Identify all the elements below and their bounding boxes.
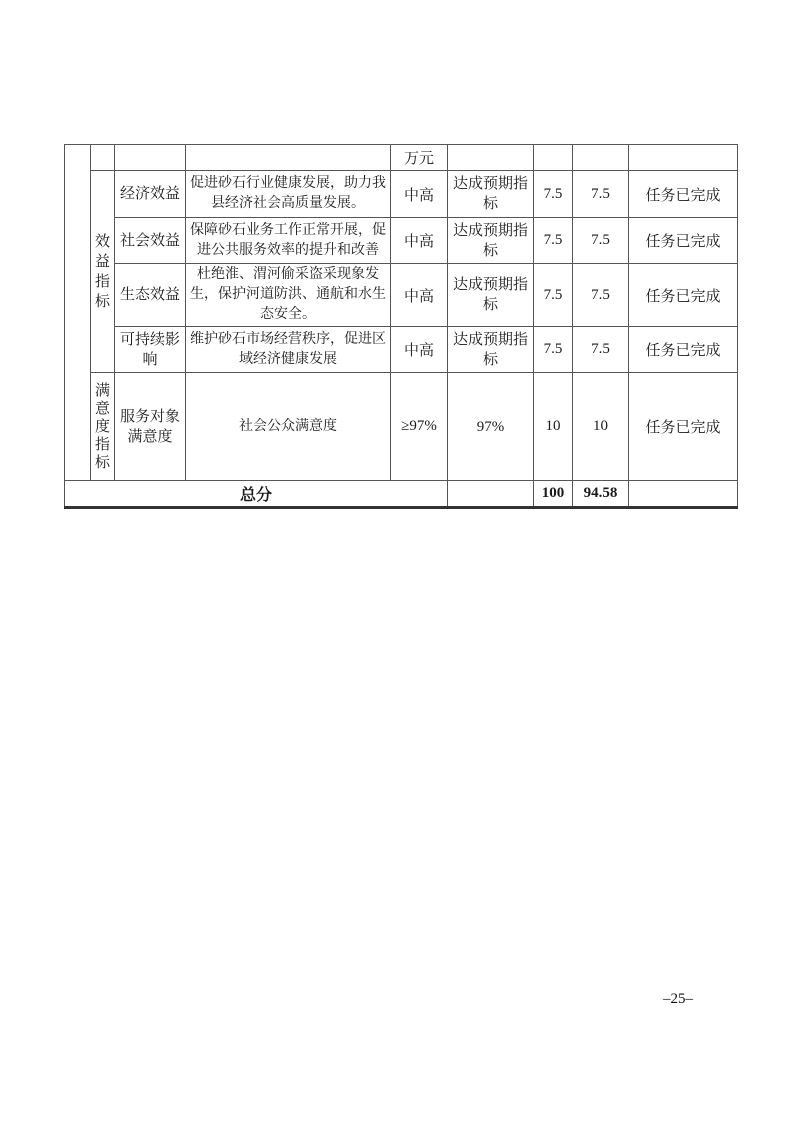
cell-indicator-description: 促进砂石行业健康发展，助力我县经济社会高质量发展。 [186,171,391,218]
cell-left-spanner [65,145,91,481]
cell-empty [91,145,115,171]
cell-indicator-name: 服务对象满意度 [115,373,186,481]
cell-total-score: 94.58 [573,481,629,508]
cell-empty [629,145,738,171]
cell-score: 7.5 [573,218,629,264]
cell-score: 7.5 [573,327,629,373]
page-number: –25– [663,991,693,1007]
cell-weight: 7.5 [534,171,573,218]
cell-status: 任务已完成 [629,264,738,327]
cell-indicator-name: 经济效益 [115,171,186,218]
cell-completion-value: 达成预期指标 [448,264,534,327]
cell-target-value: 中高 [391,264,448,327]
cell-weight: 10 [534,373,573,481]
cell-indicator-description: 保障砂石业务工作正常开展，促进公共服务效率的提升和改善 [186,218,391,264]
table-row-carryover [65,145,738,171]
performance-indicator-table [64,144,738,509]
category-benefit-label: 效益指标 [94,233,110,310]
cell-score: 7.5 [573,171,629,218]
cell-indicator-name: 可持续影响 [115,327,186,373]
cell-completion-value: 达成预期指标 [448,327,534,373]
cell-score: 7.5 [573,264,629,327]
table-row-economic-benefit [65,171,738,218]
cell-weight: 7.5 [534,218,573,264]
cell-empty [448,145,534,171]
cell-empty [573,145,629,171]
cell-completion-value: 97% [448,373,534,481]
cell-completion-value: 达成预期指标 [448,218,534,264]
table-row-satisfaction [65,373,738,481]
cell-indicator-name: 生态效益 [115,264,186,327]
table-row-ecological-benefit [65,264,738,327]
cell-target-unit: 万元 [391,145,448,171]
cell-empty [534,145,573,171]
cell-weight: 7.5 [534,264,573,327]
cell-status: 任务已完成 [629,171,738,218]
table-row-social-benefit [65,218,738,264]
cell-indicator-description: 杜绝淮、渭河偷采盗采现象发生，保护河道防洪、通航和水生态安全。 [186,264,391,327]
cell-target-value: 中高 [391,218,448,264]
cell-empty [186,145,391,171]
cell-indicator-description: 社会公众满意度 [186,373,391,481]
cell-completion-value: 达成预期指标 [448,171,534,218]
cell-target-value: ≥97% [391,373,448,481]
cell-status: 任务已完成 [629,218,738,264]
cell-total-label: 总分 [65,481,448,508]
cell-status: 任务已完成 [629,327,738,373]
category-satisfaction-label: 满意度指标 [94,382,110,471]
cell-total-weight: 100 [534,481,573,508]
table-row-sustainable-impact [65,327,738,373]
table-row-total [65,481,738,508]
cell-empty [629,481,738,508]
cell-indicator-name: 社会效益 [115,218,186,264]
cell-empty [115,145,186,171]
cell-status: 任务已完成 [629,373,738,481]
cell-target-value: 中高 [391,171,448,218]
cell-score: 10 [573,373,629,481]
cell-empty [448,481,534,508]
cell-target-value: 中高 [391,327,448,373]
cell-category-benefit [91,171,115,373]
cell-indicator-description: 维护砂石市场经营秩序，促进区域经济健康发展 [186,327,391,373]
cell-weight: 7.5 [534,327,573,373]
cell-category-satisfaction [91,373,115,481]
